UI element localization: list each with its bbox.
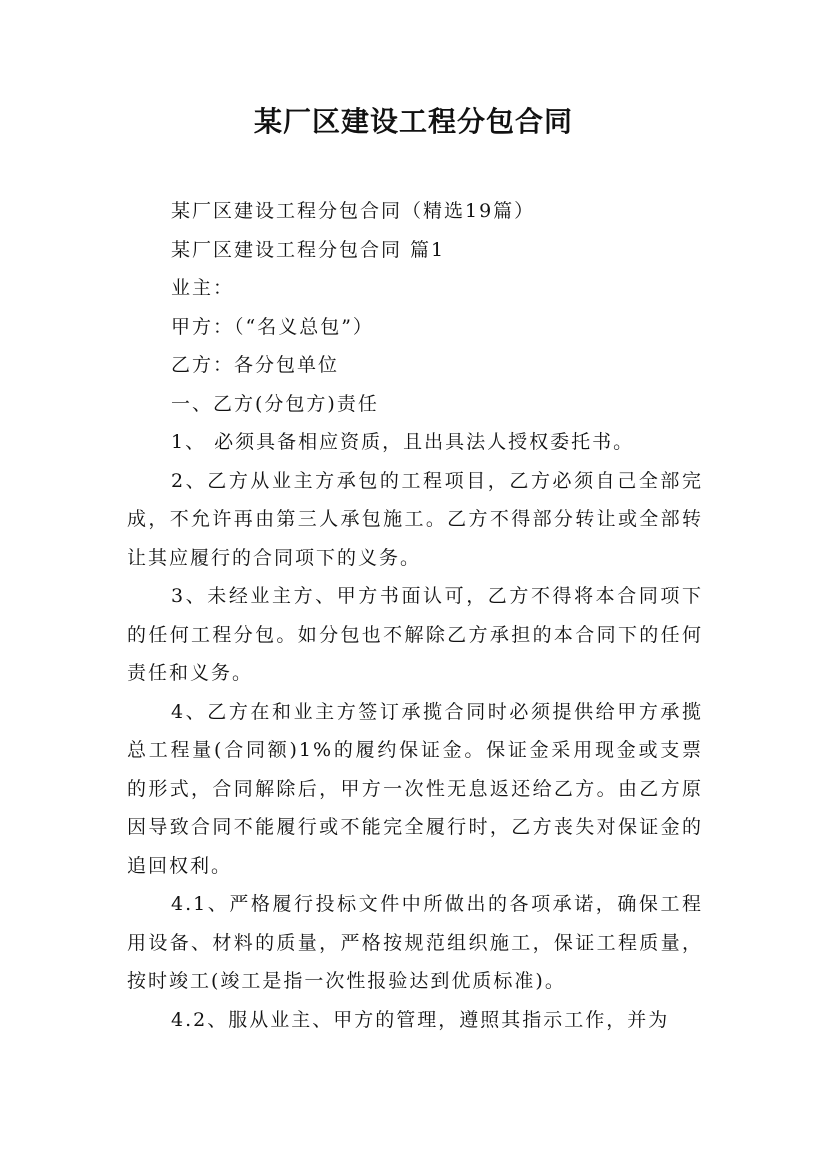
paragraph-clause-4: 4、乙方在和业主方签订承揽合同时必须提供给甲方承揽总工程量(合同额)1%的履约保证金。保证金采用现金或支票的形式，合同解除后，甲方一次性无息返还给乙方。由乙方原因导致合同不能履行或不能完全履行时，乙方丧失对保证金的追回权利。 [127, 700, 703, 877]
document-body [127, 192, 703, 1039]
paragraph-subtitle: 某厂区建设工程分包合同（精选19篇） [171, 200, 536, 222]
paragraph-clause-2: 2、乙方从业主方承包的工程项目，乙方必须自己全部完成，不允许再由第三人承包施工。乙方不得部分转让或全部转让其应履行的合同项下的义务。 [127, 469, 703, 569]
paragraph-clause-3: 3、未经业主方、甲方书面认可，乙方不得将本合同项下的任何工程分包。如分包也不解除乙方承担的本合同下的任何责任和义务。 [127, 585, 703, 684]
paragraph-clause-4-2: 4.2、服从业主、甲方的管理，遵照其指示工作，并为 [171, 1008, 670, 1031]
paragraph-clause-heading: 一、乙方(分包方)责任 [171, 392, 379, 415]
paragraph-party-b: 乙方：各分包单位 [171, 354, 340, 376]
paragraph-party-a: 甲方：（“名义总包”） [171, 315, 374, 338]
paragraph-section-heading: 某厂区建设工程分包合同 篇1 [171, 238, 446, 261]
paragraph-clause-1: 1、 必须具备相应资质，且出具法人授权委托书。 [171, 431, 635, 453]
document-title: 某厂区建设工程分包合同 [253, 105, 573, 138]
paragraph-clause-4-1: 4.1、严格履行投标文件中所做出的各项承诺，确保工程用设备、材料的质量，严格按规范组织施工，保证工程质量，按时竣工(竣工是指一次性报验达到优质标准)。 [127, 893, 703, 992]
paragraph-owner: 业主： [171, 277, 235, 299]
